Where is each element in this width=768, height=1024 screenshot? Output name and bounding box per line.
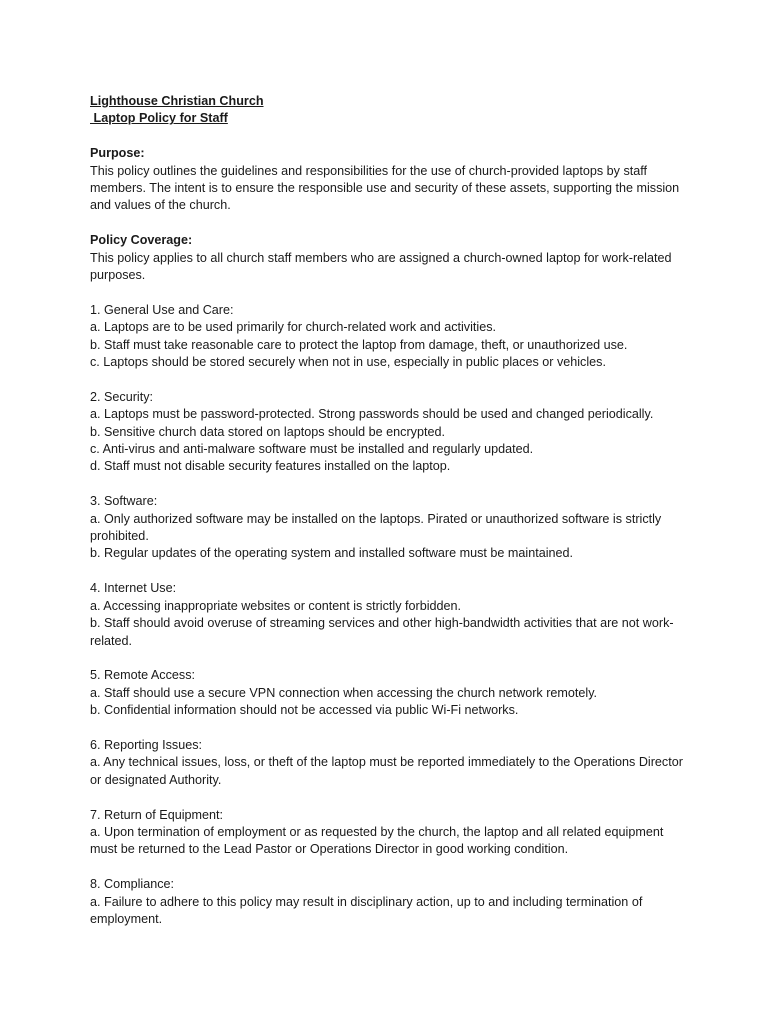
- section-title: 2. Security:: [90, 389, 153, 404]
- policy-item: d. Staff must not disable security features installed on the laptop.: [90, 459, 451, 474]
- policy-section-compliance: [90, 876, 690, 928]
- coverage-section: [90, 232, 690, 284]
- coverage-text: This policy applies to all church staff members who are assigned a church-owned laptop for work-related purposes.: [90, 250, 672, 283]
- policy-item: b. Staff must take reasonable care to protect the laptop from damage, theft, or unauthorized use.: [90, 337, 628, 352]
- policy-item: c. Laptops should be stored securely when not in use, especially in public places or vehicles.: [90, 355, 606, 370]
- policy-item: b. Regular updates of the operating system and installed software must be maintained.: [90, 546, 574, 561]
- policy-item: b. Confidential information should not be accessed via public Wi-Fi networks.: [90, 703, 519, 718]
- org-name: Lighthouse Christian Church: [90, 94, 264, 108]
- policy-item: a. Staff should use a secure VPN connection when accessing the church network remotely.: [90, 685, 598, 700]
- section-title: 6. Reporting Issues:: [90, 737, 203, 752]
- policy-item: b. Sensitive church data stored on laptops should be encrypted.: [90, 424, 445, 439]
- policy-section-return-of-equipment: [90, 807, 690, 859]
- policy-item: b. Staff should avoid overuse of streaming services and other high-bandwidth activities that are not work-related.: [90, 616, 674, 648]
- section-title: 7. Return of Equipment:: [90, 807, 224, 822]
- section-title: 8. Compliance:: [90, 877, 174, 892]
- policy-section-general-use: [90, 302, 690, 372]
- document-page: [90, 93, 690, 946]
- policy-section-software: [90, 493, 690, 563]
- section-title: 3. Software:: [90, 494, 158, 509]
- policy-item: a. Any technical issues, loss, or theft of the laptop must be reported immediately to the Operations Director or designated Authority.: [90, 755, 683, 787]
- section-title: 4. Internet Use:: [90, 581, 177, 596]
- policy-item: a. Failure to adhere to this policy may result in disciplinary action, up to and including termination of employment.: [90, 894, 643, 926]
- policy-section-security: [90, 389, 690, 476]
- purpose-heading: Purpose:: [90, 146, 145, 161]
- policy-section-remote-access: [90, 667, 690, 719]
- doc-title: Laptop Policy for Staff: [90, 111, 228, 126]
- policy-item: a. Laptops are to be used primarily for church-related work and activities.: [90, 320, 496, 335]
- purpose-section: [90, 145, 690, 215]
- policy-item: a. Only authorized software may be installed on the laptops. Pirated or unauthorized software is strictly prohibited.: [90, 511, 662, 544]
- section-title: 5. Remote Access:: [90, 668, 195, 683]
- policy-section-reporting-issues: [90, 737, 690, 789]
- policy-item: a. Upon termination of employment or as requested by the church, the laptop and all related equipment must be returned to the Lead Pastor or Operations Director in good working condition.: [90, 824, 664, 857]
- purpose-text: This policy outlines the guidelines and responsibilities for the use of church-provided laptops by staff members. The intent is to ensure the responsible use and security of these assets, supporting the mission and values of the church.: [90, 163, 680, 213]
- policy-item: c. Anti-virus and anti-malware software must be installed and regularly updated.: [90, 442, 534, 457]
- spacer: [90, 128, 690, 145]
- coverage-heading: Policy Coverage:: [90, 233, 193, 248]
- policy-section-internet-use: [90, 580, 690, 650]
- policy-item: a. Accessing inappropriate websites or content is strictly forbidden.: [90, 598, 462, 613]
- section-title: 1. General Use and Care:: [90, 302, 234, 317]
- policy-item: a. Laptops must be password-protected. Strong passwords should be used and changed periodically.: [90, 407, 654, 422]
